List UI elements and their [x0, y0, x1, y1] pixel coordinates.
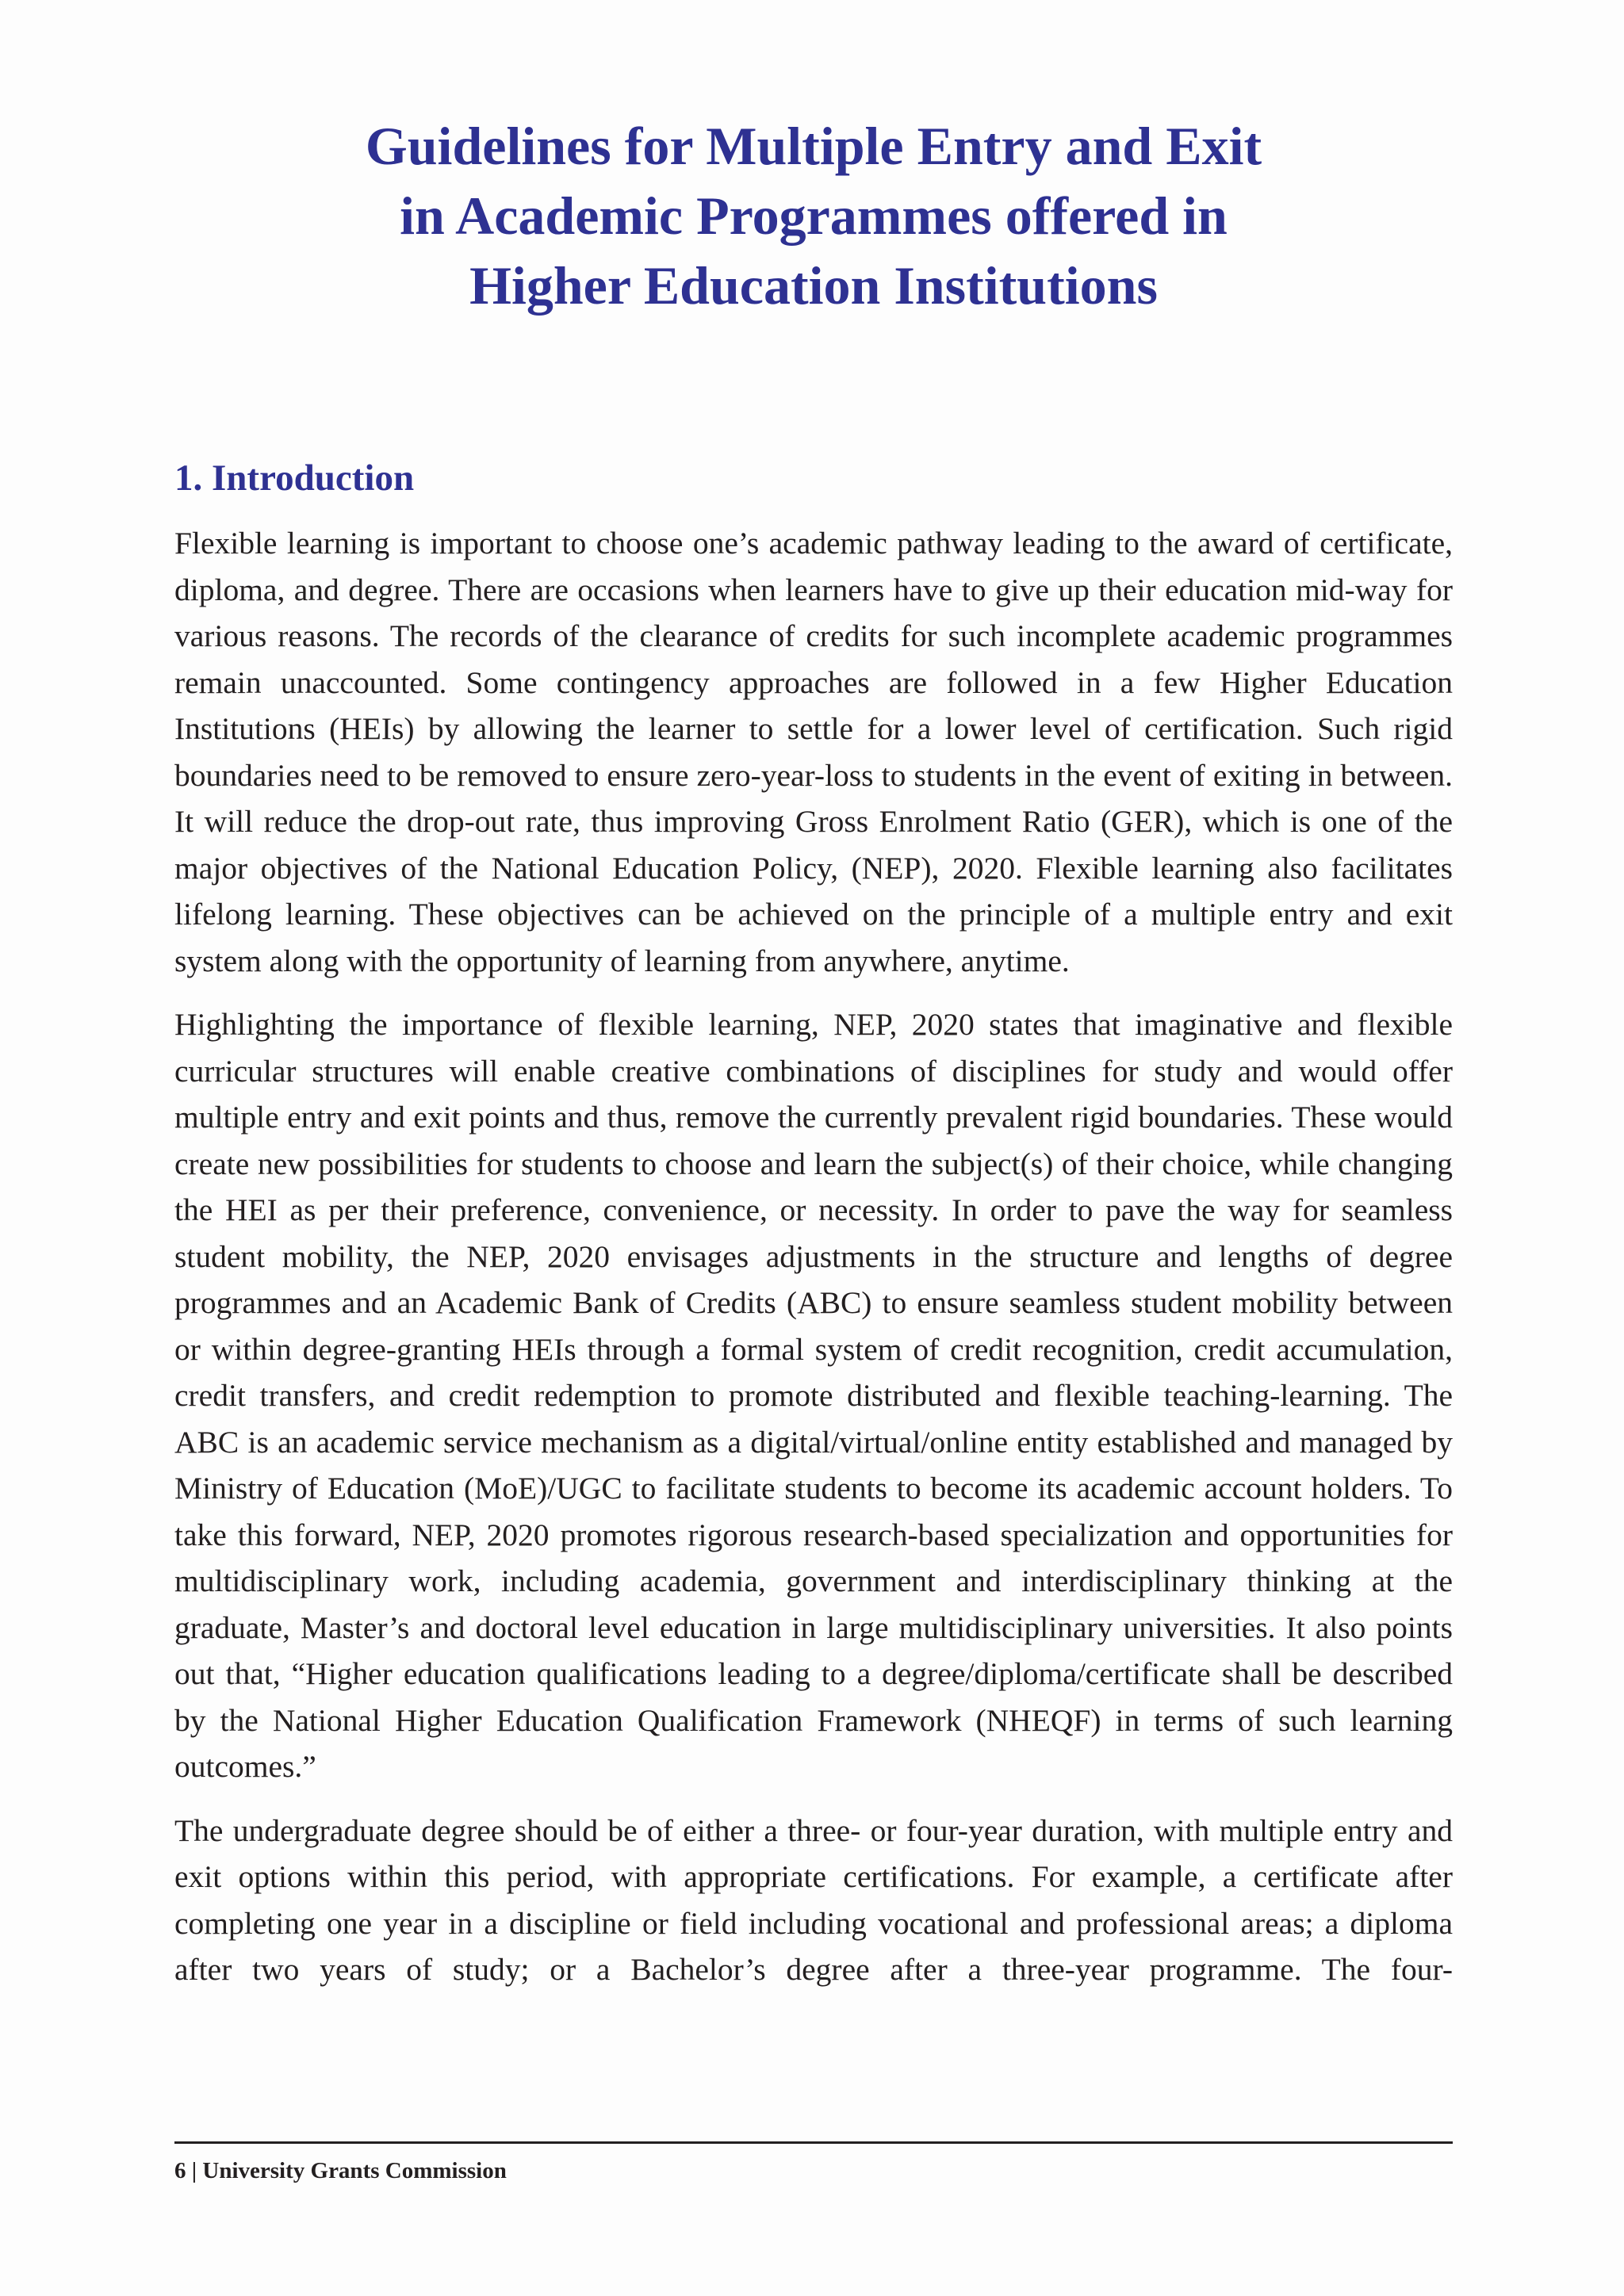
document-title — [174, 111, 1453, 320]
title-line-3: Higher Education Institutions — [469, 255, 1158, 316]
section-body — [174, 520, 1453, 2011]
title-line-2: in Academic Programmes offered in — [400, 186, 1228, 246]
section-heading: 1. Introduction — [174, 457, 415, 499]
page-footer: 6 | University Grants Commission — [174, 2158, 507, 2183]
paragraph-1: Flexible learning is important to choose one’s academic pathway leading to the award of certificate, diploma, and degree. There are occasions when learners have to give up their education mid-way for various reasons. The records of the clearance of credits for such incomplete academic programmes remain unaccounted. Some contingency approaches are followed in a few Higher Education Institutions (HEIs) by allowing the learner to settle for a lower level of certification. Such rigid boundaries need to be removed to ensure zero-year-loss to students in the event of exiting in between. It will reduce the drop-out rate, thus improving Gross Enrolment Ratio (GER), which is one of the major objectives of the National Education Policy, (NEP), 2020. Flexible learning also facilitates lifelong learning. These objectives can be achieved on the principle of a multiple entry and exit system along with the opportunity of learning from anywhere, anytime. — [174, 526, 1453, 978]
paragraph-3: The undergraduate degree should be of either a three- or four-year duration, with multiple entry and exit options within this period, with appropriate certifications. For example, a certificate after completing one year in a discipline or field including vocational and professional areas; a diploma after two years of study; or a Bachelor’s degree after a three-year programme. The four- — [174, 1812, 1453, 1987]
footer-divider — [174, 2141, 1453, 2144]
paragraph-2: Highlighting the importance of flexible learning, NEP, 2020 states that imaginative and flexible curricular structures will enable creative combinations of disciplines for study and would offer multiple entry and exit points and thus, remove the currently prevalent rigid boundaries. These would create new possibilities for students to choose and learn the subject(s) of their choice, while changing the HEI as per their preference, convenience, or necessity. In order to pave the way for seamless student mobility, the NEP, 2020 envisages adjustments in the structure and lengths of degree programmes and an Academic Bank of Credits (ABC) to ensure seamless student mobility between or within degree-granting HEIs through a formal system of credit recognition, credit accumulation, credit transfers, and credit redemption to promote distributed and flexible teaching-learning. The ABC is an academic service mechanism as a digital/virtual/online entity established and managed by Ministry of Education (MoE)/UGC to facilitate students to become its academic account holders. To take this forward, NEP, 2020 promotes rigorous research-based specialization and opportunities for multidisciplinary work, including academia, government and interdisciplinary thinking at the graduate, Master’s and doctoral level education in large multidisciplinary universities. It also points out that, “Higher education qualifications leading to a degree/diploma/certificate shall be described by the National Higher Education Qualification Framework (NHEQF) in terms of such learning outcomes.” — [174, 1007, 1453, 1784]
title-line-1: Guidelines for Multiple Entry and Exit — [365, 116, 1262, 176]
